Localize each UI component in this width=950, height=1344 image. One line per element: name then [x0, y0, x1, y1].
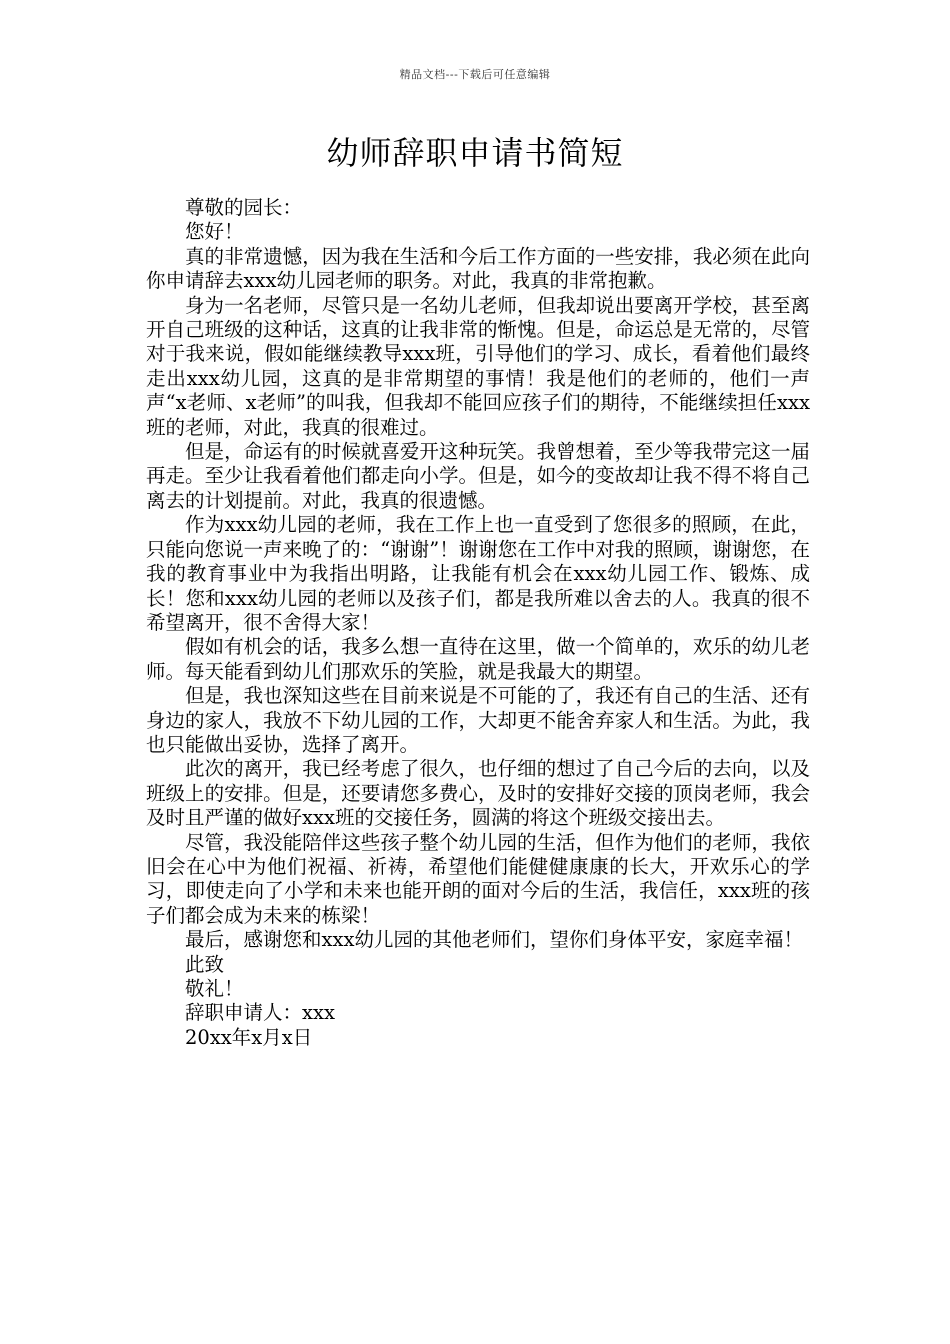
header-note: 精品文档---下载后可任意编辑 — [399, 68, 551, 81]
greeting: 您好！ — [185, 220, 244, 244]
letter-date: 20xx年x月x日 — [185, 1025, 313, 1049]
document-title: 幼师辞职申请书简短 — [326, 134, 624, 172]
applicant-signature: 辞职申请人：xxx — [185, 1001, 335, 1025]
paragraph-9: 最后，感谢您和xxx幼儿园的其他老师们，望你们身体平安，家庭幸福！ — [185, 928, 803, 952]
paragraph-3: 但是，命运有的时候就喜爱开这种玩笑。我曾想着，至少等我带完这一届再走。至少让我看着他们都走向小学。但是，如今的变故却让我不得不将自己离去的计划提前。对此，我真的很遗憾。 — [146, 440, 810, 512]
paragraph-8: 尽管，我没能陪伴这些孩子整个幼儿园的生活，但作为他们的老师，我依旧会在心中为他们祝福、祈祷，希望他们能健健康康的长大，开欢乐心的学习，即使走向了小学和未来也能开朗的面对今后的生活，我信任，xxx班的孩子们都会成为未来的栋梁！ — [146, 830, 810, 927]
paragraph-4: 作为xxx幼儿园的老师，我在工作上也一直受到了您很多的照顾，在此，只能向您说一声来晚了的：“谢谢”！谢谢您在工作中对我的照顾，谢谢您，在我的教育事业中为我指出明路，让我能有机会在xxx幼儿园工作、锻炼、成长！您和xxx幼儿园的老师以及孩子们，都是我所难以舍去的人。我真的很不希望离开，很不舍得大家！ — [146, 513, 810, 634]
paragraph-1: 真的非常遗憾，因为我在生活和今后工作方面的一些安排，我必须在此向你申请辞去xxx幼儿园老师的职务。对此，我真的非常抱歉。 — [146, 244, 810, 293]
letter-body — [146, 196, 810, 1050]
paragraph-6: 但是，我也深知这些在目前来说是不可能的了，我还有自己的生活、还有身边的家人，我放不下幼儿园的工作，大却更不能舍弃家人和生活。为此，我也只能做出妥协，选择了离开。 — [146, 684, 810, 756]
salutation: 尊敬的园长： — [185, 196, 303, 219]
paragraph-2: 身为一名老师，尽管只是一名幼儿老师，但我却说出要离开学校，甚至离开自己班级的这种话，这真的让我非常的惭愧。但是，命运总是无常的，尽管对于我来说，假如能继续教导xxx班，引导他们的学习、成长，看着他们最终走出xxx幼儿园，这真的是非常期望的事情！我是他们的老师的，他们一声声“x老师、x老师”的叫我，但我却不能回应孩子们的期待，不能继续担任xxx班的老师，对此，我真的很难过。 — [146, 293, 810, 439]
closing-line-2: 敬礼！ — [185, 977, 244, 1000]
closing-line-1: 此致 — [185, 952, 225, 976]
paragraph-7: 此次的离开，我已经考虑了很久，也仔细的想过了自己今后的去向，以及班级上的安排。但是，还要请您多费心，及时的安排好交接的顶岗老师，我会及时且严谨的做好xxx班的交接任务，圆满的将这个班级交接出去。 — [146, 757, 810, 830]
paragraph-5: 假如有机会的话，我多么想一直待在这里，做一个简单的，欢乐的幼儿老师。每天能看到幼儿们那欢乐的笑脸，就是我最大的期望。 — [146, 635, 810, 683]
